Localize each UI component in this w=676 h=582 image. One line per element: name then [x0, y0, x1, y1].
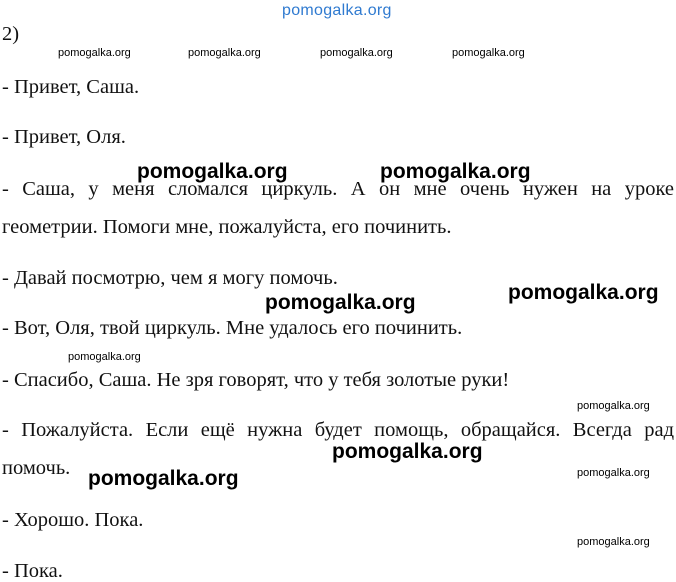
task-number: 2) — [2, 23, 20, 45]
dialogue-line: геометрии. Помоги мне, пожалуйста, его починить. — [2, 216, 452, 238]
watermark-large: pomogalka.org — [137, 160, 288, 183]
dialogue-line: - Саша, у меня сломался циркуль. А он мне очень нужен на уроке — [2, 178, 674, 200]
watermark-small: pomogalka.org — [188, 47, 261, 59]
watermark-small: pomogalka.org — [452, 47, 525, 59]
watermark-large: pomogalka.org — [332, 440, 483, 463]
dialogue-line: - Хорошо. Пока. — [2, 509, 144, 531]
watermark-small: pomogalka.org — [58, 47, 131, 59]
dialogue-line: - Пожалуйста. Если ещё нужна будет помощь, обращайся. Всегда рад — [2, 419, 674, 441]
watermark-small: pomogalka.org — [577, 536, 650, 548]
dialogue-line: - Давай посмотрю, чем я могу помочь. — [2, 267, 338, 289]
dialogue-line: - Пока. — [2, 560, 63, 582]
dialogue-line: - Привет, Оля. — [2, 126, 126, 148]
dialogue-line: помочь. — [2, 457, 71, 479]
watermark-small: pomogalka.org — [68, 351, 141, 363]
dialogue-line: - Вот, Оля, твой циркуль. Мне удалось его починить. — [2, 317, 463, 339]
watermark-small: pomogalka.org — [320, 47, 393, 59]
watermark-small: pomogalka.org — [577, 467, 650, 479]
dialogue-line: - Привет, Саша. — [2, 76, 140, 98]
header-watermark: pomogalka.org — [282, 2, 392, 19]
watermark-large: pomogalka.org — [380, 160, 531, 183]
dialogue-line: - Спасибо, Саша. Не зря говорят, что у тебя золотые руки! — [2, 369, 510, 391]
watermark-large: pomogalka.org — [88, 467, 239, 490]
watermark-large: pomogalka.org — [508, 281, 659, 304]
watermark-small: pomogalka.org — [577, 400, 650, 412]
watermark-large: pomogalka.org — [265, 291, 416, 314]
